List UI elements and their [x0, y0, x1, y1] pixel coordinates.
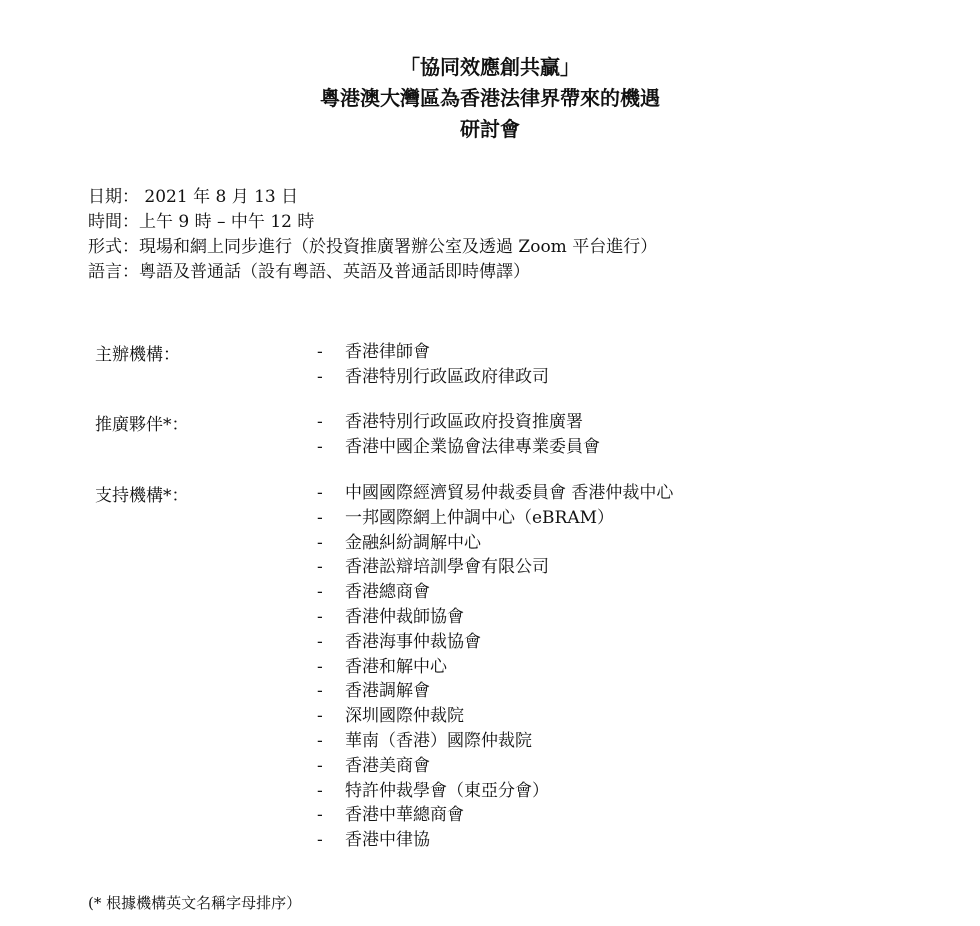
- list-marker: -: [317, 780, 323, 801]
- title-line-2: 粵港澳大灣區為香港法律界帶來的機遇: [320, 86, 660, 110]
- org-name: 香港中國企業協會法律專業委員會: [345, 436, 600, 457]
- list-marker: -: [317, 606, 323, 627]
- list-item: [317, 679, 673, 704]
- list-item: [317, 828, 673, 853]
- list-item: [317, 506, 673, 531]
- event-format: 形式：現場和網上同步進行（於投資推廣署辦公室及透過 Zoom 平台進行）: [88, 237, 658, 257]
- org-name: 華南（香港）國際仲裁院: [345, 730, 532, 751]
- org-name: 香港海事仲裁協會: [345, 631, 481, 652]
- org-name: 香港中華總商會: [345, 805, 464, 826]
- supporters-list: [317, 481, 673, 853]
- list-item: [317, 803, 673, 828]
- event-time: 時間：上午 9 時 – 中午 12 時: [88, 212, 315, 232]
- list-marker: -: [317, 730, 323, 751]
- org-name: 香港訟辯培訓學會有限公司: [345, 557, 549, 578]
- partners-label: 推廣夥伴*：: [95, 415, 189, 435]
- list-marker: -: [317, 366, 323, 387]
- title-line-3: 研討會: [460, 117, 520, 141]
- org-name: 中國國際經濟貿易仲裁委員會 香港仲裁中心: [345, 483, 674, 503]
- list-marker: -: [317, 582, 323, 603]
- list-item: [317, 435, 600, 460]
- list-item: [317, 555, 673, 580]
- list-marker: -: [317, 830, 323, 851]
- list-marker: -: [317, 507, 323, 528]
- org-name: 香港特別行政區政府投資推廣署: [345, 412, 583, 432]
- org-name: 香港總商會: [345, 582, 430, 603]
- list-marker: -: [317, 656, 323, 677]
- org-name: 香港和解中心: [345, 656, 447, 677]
- supporters-label: 支持機構*：: [95, 486, 189, 506]
- list-item: [317, 410, 600, 435]
- org-name: 香港調解會: [345, 681, 430, 702]
- org-name: 深圳國際仲裁院: [345, 706, 464, 727]
- list-item: [317, 655, 673, 680]
- footnote: (* 根據機構英文名稱字母排序）: [88, 894, 302, 912]
- event-language: 語言：粵語及普通話（設有粵語、英語及普通話即時傳譯）: [88, 262, 530, 282]
- document-title: [0, 52, 980, 145]
- title-line-1: 「協同效應創共贏」: [400, 55, 580, 79]
- list-marker: -: [317, 412, 323, 432]
- list-marker: -: [317, 706, 323, 727]
- org-name: 香港中律協: [345, 830, 430, 851]
- list-marker: -: [317, 805, 323, 826]
- event-date: 日期： 2021 年 8 月 13 日: [88, 187, 299, 207]
- list-marker: -: [317, 532, 323, 553]
- list-marker: -: [317, 631, 323, 652]
- list-item: [317, 729, 673, 754]
- org-name: 一邦國際網上仲調中心（eBRAM）: [345, 507, 615, 528]
- organisers-label: 主辦機構：: [95, 345, 180, 365]
- list-item: [317, 580, 673, 605]
- list-item: [317, 481, 673, 506]
- list-marker: -: [317, 342, 323, 362]
- list-item: [317, 531, 673, 556]
- org-name: 香港特別行政區政府律政司: [345, 366, 549, 387]
- list-marker: -: [317, 681, 323, 702]
- org-name: 金融糾紛調解中心: [345, 532, 481, 553]
- event-details: [88, 185, 657, 285]
- organisers-list: [317, 340, 549, 390]
- org-name: 香港律師會: [345, 342, 430, 362]
- org-name: 香港美商會: [345, 755, 430, 776]
- list-item: [317, 340, 549, 365]
- org-name: 香港仲裁師協會: [345, 606, 464, 627]
- list-marker: -: [317, 483, 323, 503]
- list-item: [317, 704, 673, 729]
- list-marker: -: [317, 557, 323, 578]
- list-item: [317, 365, 549, 390]
- list-item: [317, 605, 673, 630]
- list-item: [317, 630, 673, 655]
- list-marker: -: [317, 755, 323, 776]
- list-item: [317, 779, 673, 804]
- list-item: [317, 754, 673, 779]
- org-name: 特許仲裁學會（東亞分會）: [345, 780, 549, 801]
- list-marker: -: [317, 436, 323, 457]
- partners-list: [317, 410, 600, 460]
